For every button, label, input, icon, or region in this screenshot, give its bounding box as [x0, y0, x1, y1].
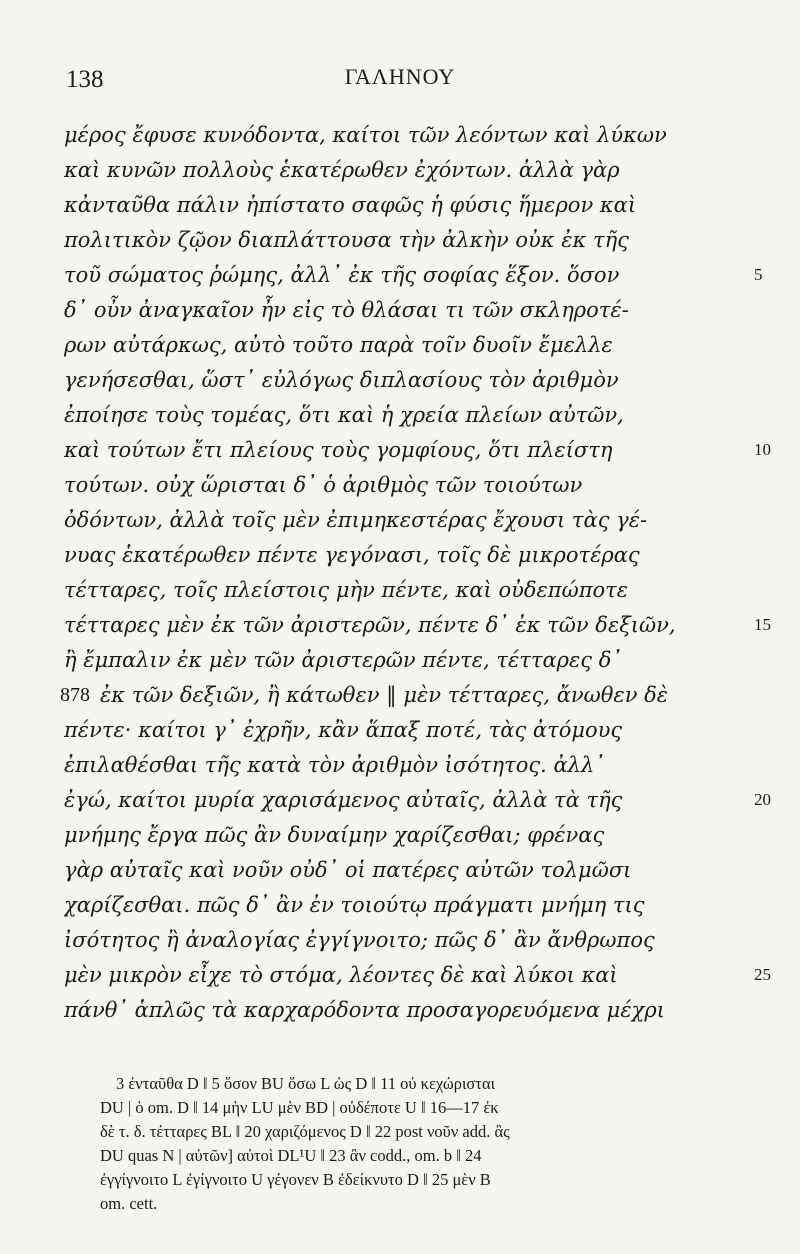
apparatus-line-4: DU quas N | αὐτῶν] αὐτοὶ DL¹U ‖ 23 ἂν codd., om. b ‖ 24: [100, 1146, 482, 1165]
text-line-9: ἐποίησε τοὺς τομέας, ὅτι καὶ ἡ χρεία πλείων αὐτῶν,: [64, 403, 624, 427]
text-line-5: τοῦ σώματος ῥώμης, ἀλλ᾽ ἐκ τῆς σοφίας ἕξον. ὅσον: [64, 263, 620, 287]
apparatus-line-5: ἐγγίγνοιτο L ἐγίγνοιτο U γέγονεν B ἐδείκνυτο D ‖ 25 μὲν B: [100, 1170, 491, 1189]
page-number: 138: [66, 66, 104, 93]
text-line-19: ἐπιλαθέσθαι τῆς κατὰ τὸν ἀριθμὸν ἰσότητος. ἀλλ᾽: [64, 753, 605, 777]
text-line-2: καὶ κυνῶν πολλοὺς ἑκατέρωθεν ἐχόντων. ἀλλὰ γὰρ: [64, 158, 620, 182]
text-line-24: ἰσότητος ἢ ἀναλογίας ἐγγίγνοιτο; πῶς δ᾽ ἂν ἄνθρωπος: [64, 928, 655, 952]
line-number-10: 10: [754, 440, 771, 459]
text-line-7: ρων αὐτάρκως, αὐτὸ τοῦτο παρὰ τοῖν δυοῖν ἔμελλε: [64, 333, 613, 357]
apparatus-line-1: 3 ἐνταῦθα D ‖ 5 ὅσον BU ὅσω L ὡς D ‖ 11 οὐ κεχώρισται: [116, 1074, 496, 1093]
line-number-15: 15: [754, 615, 771, 634]
apparatus-line-6: om. cett.: [100, 1194, 158, 1213]
line-number-25: 25: [754, 965, 771, 984]
text-line-1: μέρος ἔφυσε κυνόδοντα, καίτοι τῶν λεόντων καὶ λύκων: [64, 123, 667, 147]
text-line-25: μὲν μικρὸν εἶχε τὸ στόμα, λέοντες δὲ καὶ λύκοι καὶ: [64, 963, 618, 987]
text-line-16: ἢ ἔμπαλιν ἐκ μὲν τῶν ἀριστερῶν πέντε, τέτταρες δ᾽: [64, 648, 622, 672]
text-line-23: χαρίζεσθαι. πῶς δ᾽ ἂν ἐν τοιούτῳ πράγματι μνήμη τις: [64, 893, 645, 917]
text-line-3: κἀνταῦθα πάλιν ἠπίστατο σαφῶς ἡ φύσις ἥμερον καὶ: [64, 193, 637, 217]
text-line-14: τέτταρες, τοῖς πλείστοις μὴν πέντε, καὶ οὐδεπώποτε: [64, 578, 629, 602]
running-head: ΓΑΛΗΝΟΥ: [344, 64, 456, 89]
text-line-20: ἐγώ, καίτοι μυρία χαρισάμενος αὐταῖς, ἀλλὰ τὰ τῆς: [64, 788, 623, 812]
text-line-10: καὶ τούτων ἔτι πλείους τοὺς γομφίους, ὅτι πλείστη: [64, 438, 613, 462]
text-line-26: πάνθ᾽ ἁπλῶς τὰ καρχαρόδοντα προσαγορευόμενα μέχρι: [64, 998, 665, 1022]
text-line-6: δ᾽ οὖν ἀναγκαῖον ἦν εἰς τὸ θλάσαι τι τῶν σκληροτέ-: [64, 298, 629, 322]
text-line-18: πέντε· καίτοι γ᾽ ἐχρῆν, κἂν ἅπαξ ποτέ, τὰς ἀτόμους: [64, 718, 623, 742]
text-line-21: μνήμης ἔργα πῶς ἂν δυναίμην χαρίζεσθαι; φρένας: [64, 823, 605, 847]
line-number-5: 5: [754, 265, 763, 284]
margin-reference-number: 878: [60, 684, 90, 706]
text-line-15: τέτταρες μὲν ἐκ τῶν ἀριστερῶν, πέντε δ᾽ ἐκ τῶν δεξιῶν,: [64, 613, 676, 637]
text-line-17: ἐκ τῶν δεξιῶν, ἢ κάτωθεν ‖ μὲν τέτταρες, ἄνωθεν δὲ: [100, 683, 669, 707]
line-number-20: 20: [754, 790, 771, 809]
apparatus-line-2: DU | ὁ om. D ‖ 14 μὴν LU μὲν BD | οὐδέποτε U ‖ 16—17 ἐκ: [100, 1098, 499, 1117]
text-line-12: ὀδόντων, ἀλλὰ τοῖς μὲν ἐπιμηκεστέρας ἔχουσι τὰς γέ-: [64, 508, 648, 532]
text-line-13: νυας ἑκατέρωθεν πέντε γεγόνασι, τοῖς δὲ μικροτέρας: [64, 543, 640, 567]
text-line-4: πολιτικὸν ζῷον διαπλάττουσα τὴν ἀλκὴν οὐκ ἐκ τῆς: [64, 228, 629, 252]
text-line-8: γενήσεσθαι, ὥστ᾽ εὐλόγως διπλασίους τὸν ἀριθμὸν: [64, 368, 619, 392]
text-line-22: γὰρ αὐταῖς καὶ νοῦν οὐδ᾽ οἱ πατέρες αὐτῶν τολμῶσι: [64, 858, 632, 882]
apparatus-line-3: δὲ τ. δ. τέτταρες BL ‖ 20 χαριζόμενος D ‖ 22 post νοῦν add. ἃς: [100, 1122, 510, 1141]
text-line-11: τούτων. οὐχ ὥρισται δ᾽ ὁ ἀριθμὸς τῶν τοιούτων: [64, 473, 583, 497]
